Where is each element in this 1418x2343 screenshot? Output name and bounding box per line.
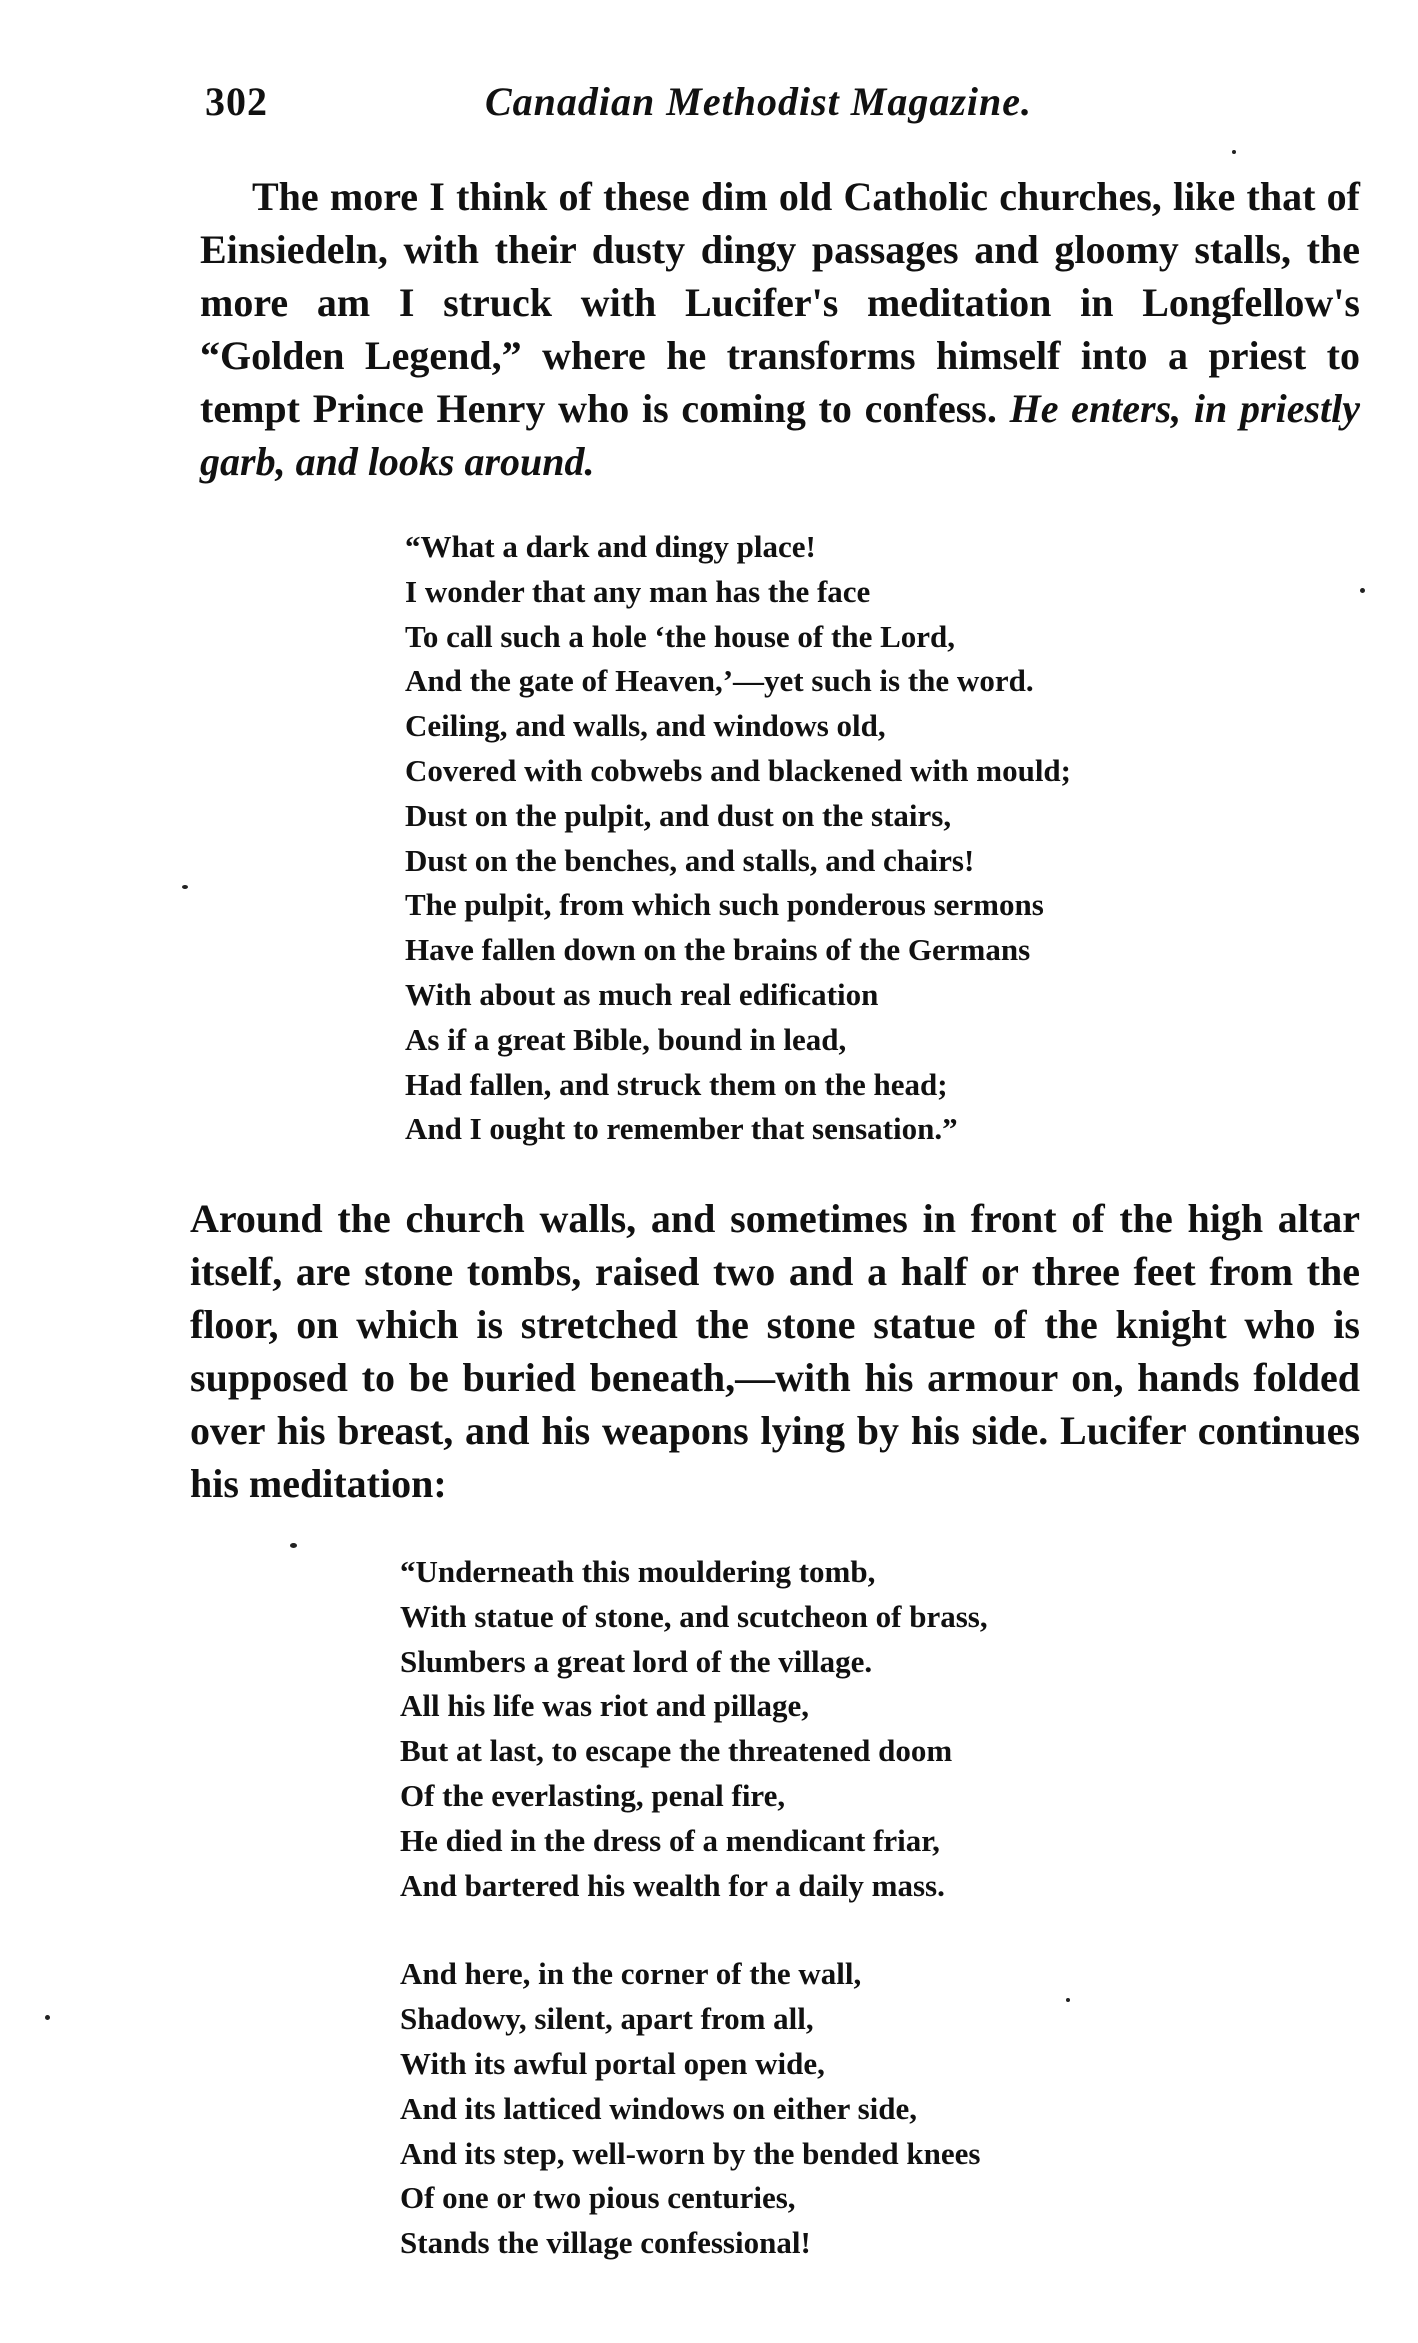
- verse-line: Ceiling, and walls, and windows old,: [405, 708, 886, 744]
- stanza-break: [400, 1908, 988, 1952]
- scan-speck: [1232, 150, 1236, 154]
- scan-speck: [290, 1543, 297, 1548]
- verse-line: Covered with cobwebs and blackened with mould;: [405, 752, 1072, 788]
- verse-line: He died in the dress of a mendicant friar,: [400, 1822, 940, 1858]
- scan-speck: [182, 885, 188, 889]
- verse-line: And bartered his wealth for a daily mass.: [400, 1867, 945, 1903]
- verse-line: And its latticed windows on either side,: [400, 2090, 917, 2126]
- running-title: Canadian Methodist Magazine.: [485, 79, 1033, 124]
- scan-speck: [45, 2015, 50, 2020]
- verse-line: But at last, to escape the threatened doom: [400, 1733, 953, 1769]
- paragraph-text: The more I think of these dim old Catholic churches, like that of Einsiedeln, with their dusty dingy passages and gloomy stalls, the more am I struck with Lucifer's meditation in Longfellow's “Golden Legend,” where he transforms himself into a priest to tempt Prince Henry who is coming to confess.: [200, 174, 1360, 431]
- verse-line: And I ought to remember that sensation.”: [405, 1111, 958, 1147]
- verse-line: The pulpit, from which such ponderous sermons: [405, 887, 1044, 923]
- verse-line: And the gate of Heaven,’—yet such is the word.: [405, 663, 1034, 699]
- verse-line: And its step, well-worn by the bended knees: [400, 2135, 981, 2171]
- verse-line: Stands the village confessional!: [400, 2225, 811, 2261]
- verse-line: With statue of stone, and scutcheon of brass,: [400, 1598, 988, 1634]
- verse-line: I wonder that any man has the face: [405, 573, 871, 609]
- verse-line: As if a great Bible, bound in lead,: [405, 1021, 847, 1057]
- verse-line: Slumbers a great lord of the village.: [400, 1643, 873, 1679]
- verse-line: “Underneath this mouldering tomb,: [400, 1554, 876, 1589]
- body-paragraph-1: [200, 170, 1360, 488]
- page-number: 302: [205, 79, 268, 124]
- verse-line: Dust on the pulpit, and dust on the stairs,: [405, 797, 952, 833]
- stage-direction: He enters, in priestly garb, and looks around.: [200, 386, 1361, 484]
- verse-line: To call such a hole ‘the house of the Lord,: [405, 618, 956, 654]
- verse-line: Shadowy, silent, apart from all,: [400, 2001, 814, 2037]
- verse-line: “What a dark and dingy place!: [405, 529, 816, 564]
- verse-line: Have fallen down on the brains of the Germans: [405, 932, 1031, 968]
- verse-line: Of the everlasting, penal fire,: [400, 1777, 786, 1813]
- verse-quotation-2: [400, 1550, 988, 2266]
- verse-line: All his life was riot and pillage,: [400, 1688, 810, 1724]
- scan-speck: [1360, 588, 1365, 593]
- body-paragraph-2: [190, 1192, 1360, 1510]
- verse-line: Had fallen, and struck them on the head;: [405, 1066, 948, 1102]
- scan-speck: [1066, 1998, 1070, 2002]
- running-header: [205, 78, 1205, 138]
- verse-line: Dust on the benches, and stalls, and chairs!: [405, 842, 975, 878]
- verse-line: With about as much real edification: [405, 976, 879, 1012]
- verse-quotation-1: [405, 525, 1071, 1152]
- paragraph-text: Around the church walls, and sometimes in front of the high altar itself, are stone tombs, raised two and a half or three feet from the floor, on which is stretched the stone statue of the knight who is supposed to be buried beneath,—with his armour on, hands folded over his breast, and his weapons lying by his side. Lucifer continues his meditation:: [190, 1196, 1360, 1506]
- verse-line: With its awful portal open wide,: [400, 2045, 825, 2081]
- verse-line: And here, in the corner of the wall,: [400, 1956, 862, 1992]
- verse-line: Of one or two pious centuries,: [400, 2180, 796, 2216]
